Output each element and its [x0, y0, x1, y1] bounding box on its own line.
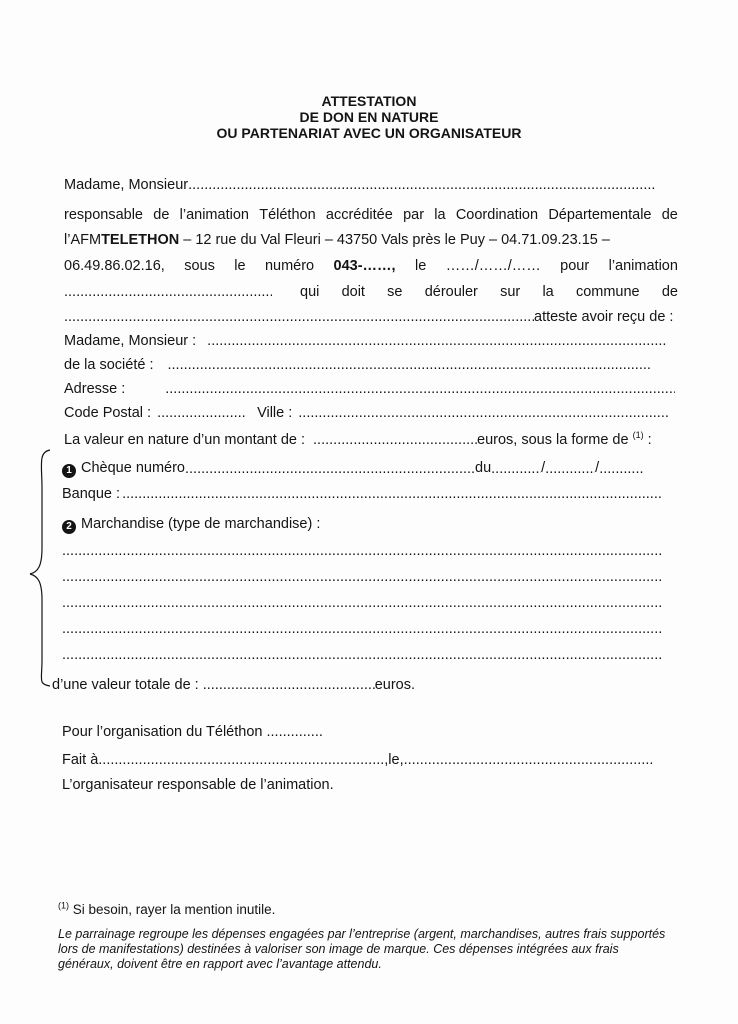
bank-row: [62, 485, 666, 503]
footnote-text: Si besoin, rayer la mention inutile.: [69, 902, 276, 917]
responsible-label: L’organisateur responsable de l’animation.: [62, 777, 334, 793]
value-amount-field[interactable]: [313, 431, 477, 449]
word: sur: [500, 284, 521, 300]
company-label: de la société :: [64, 357, 154, 373]
paragraph-line-1: [64, 206, 678, 224]
word: par: [403, 207, 425, 223]
organisation-field[interactable]: [266, 723, 322, 741]
colon: :: [647, 432, 652, 448]
cheque-year-field[interactable]: [599, 460, 644, 478]
done-at-label: Fait à: [62, 752, 99, 768]
sponsorship-note: Le parrainage regroupe les dépenses engagées par l’entreprise (argent, marchandises, autres frais supportés lors de manifestations) destinées à valoriser son image de marque. Ces dépenses intégrées aux frais généraux, doivent être en rapport avec l’avantage attendu.: [58, 927, 666, 971]
done-at-row: [62, 751, 654, 769]
organisation-row: [62, 723, 322, 741]
goods-line-1: [62, 542, 662, 560]
salutation-label: Madame, Monsieur: [64, 177, 189, 193]
company-row: [64, 356, 678, 374]
word: l’animation: [608, 258, 678, 274]
word: Départementale: [548, 207, 652, 223]
word: responsable: [64, 207, 143, 223]
word: commune: [575, 284, 640, 300]
goods-line-2: [62, 568, 662, 586]
commune-field[interactable]: [64, 308, 534, 326]
goods-field-2[interactable]: [62, 568, 662, 586]
city-field[interactable]: [298, 404, 670, 422]
cheque-number-field[interactable]: [185, 460, 475, 478]
attests-text: atteste avoir reçu de :: [534, 309, 674, 325]
footnote-mark: (1): [58, 900, 69, 911]
postal-code-label: Code Postal :: [64, 405, 152, 421]
word: de: [661, 284, 678, 300]
postal-code-field[interactable]: [157, 404, 247, 422]
goods-field-4[interactable]: [62, 620, 662, 638]
word: de: [153, 207, 170, 223]
word: l’animation: [179, 207, 249, 223]
value-suffix: euros, sous la forme de: [477, 432, 629, 448]
word: la: [434, 207, 446, 223]
address-text: – 12 rue du Val Fleuri – 43750 Vals près le Puy – 04.71.09.23.15 –: [179, 232, 610, 248]
bank-label: Banque :: [62, 486, 121, 502]
paragraph-line-5: [64, 308, 678, 326]
telethon-bold: TELETHON: [101, 232, 180, 248]
cheque-day-field[interactable]: [491, 460, 541, 478]
word: doit: [341, 284, 365, 300]
value-row: [64, 431, 678, 449]
word: de: [661, 207, 678, 223]
responsible-row: [62, 776, 334, 794]
paragraph-line-3: [64, 257, 678, 275]
goods-field-1[interactable]: [62, 542, 662, 560]
phone-text: 06.49.86.02.16,: [64, 258, 165, 274]
total-value-field[interactable]: [203, 676, 375, 694]
salutation-line: [64, 176, 662, 194]
paragraph-line-4-words: [300, 283, 678, 301]
bullet-one-icon: 1: [62, 464, 76, 478]
date-field[interactable]: [404, 751, 654, 769]
address-row: [64, 380, 678, 398]
word: dérouler: [424, 284, 478, 300]
word: Coordination: [455, 207, 539, 223]
accreditation-date-field[interactable]: ……/……/……: [445, 258, 541, 274]
bullet-two-icon: 2: [62, 520, 76, 534]
word: accréditée: [325, 207, 393, 223]
word: pour: [560, 258, 590, 274]
total-value-suffix: euros.: [374, 677, 416, 693]
address-label: Adresse :: [64, 381, 126, 397]
goods-line-3: [62, 594, 662, 612]
accreditation-number-field[interactable]: 043-……,: [333, 258, 396, 274]
goods-row: [62, 515, 666, 534]
address-field[interactable]: [165, 380, 675, 398]
cheque-label: Chèque numéro: [81, 460, 185, 476]
total-value-row: [52, 676, 415, 694]
cheque-date-label: du: [475, 460, 492, 476]
salutation-field[interactable]: [188, 176, 656, 194]
word: se: [387, 284, 403, 300]
word: qui: [300, 284, 320, 300]
cheque-row: 1 Chèque numéro..... du..... /..... /.....: [62, 459, 666, 478]
paragraph-line-4: [64, 283, 678, 301]
title-line-1: ATTESTATION: [321, 93, 417, 109]
animation-name-field[interactable]: [64, 283, 272, 301]
goods-line-5: [62, 646, 662, 664]
goods-field-5[interactable]: [62, 646, 662, 664]
goods-field-3[interactable]: [62, 594, 662, 612]
afm-text: l’AFM: [64, 232, 102, 248]
paragraph-line-2: [64, 231, 678, 249]
footnote: [58, 902, 678, 918]
word: numéro: [264, 258, 315, 274]
organisation-label: Pour l’organisation du Téléthon: [62, 724, 263, 740]
company-field[interactable]: [167, 356, 652, 374]
title-line-2: DE DON EN NATURE: [299, 109, 439, 125]
word: Téléthon: [259, 207, 316, 223]
cheque-month-field[interactable]: [545, 460, 595, 478]
donor-row: [64, 332, 678, 350]
goods-line-4: [62, 620, 662, 638]
left-brace-icon: [28, 448, 52, 688]
donor-field[interactable]: [207, 332, 667, 350]
done-at-field[interactable]: [98, 751, 384, 769]
total-value-label: d’une valeur totale de :: [52, 677, 199, 693]
title-line-3: OU PARTENARIAT AVEC UN ORGANISATEUR: [216, 125, 522, 141]
word: la: [542, 284, 554, 300]
postal-city-row: [64, 404, 678, 422]
value-label: La valeur en nature d’un montant de :: [64, 432, 306, 448]
word: le: [415, 258, 427, 274]
donor-label: Madame, Monsieur :: [64, 333, 197, 349]
date-label: ,le,: [384, 752, 404, 768]
city-label: Ville :: [257, 405, 293, 421]
goods-label: Marchandise (type de marchandise) :: [81, 516, 321, 532]
footnote-ref: (1): [632, 430, 644, 441]
bank-field[interactable]: [122, 485, 662, 503]
word: sous: [184, 258, 215, 274]
word: le: [234, 258, 246, 274]
